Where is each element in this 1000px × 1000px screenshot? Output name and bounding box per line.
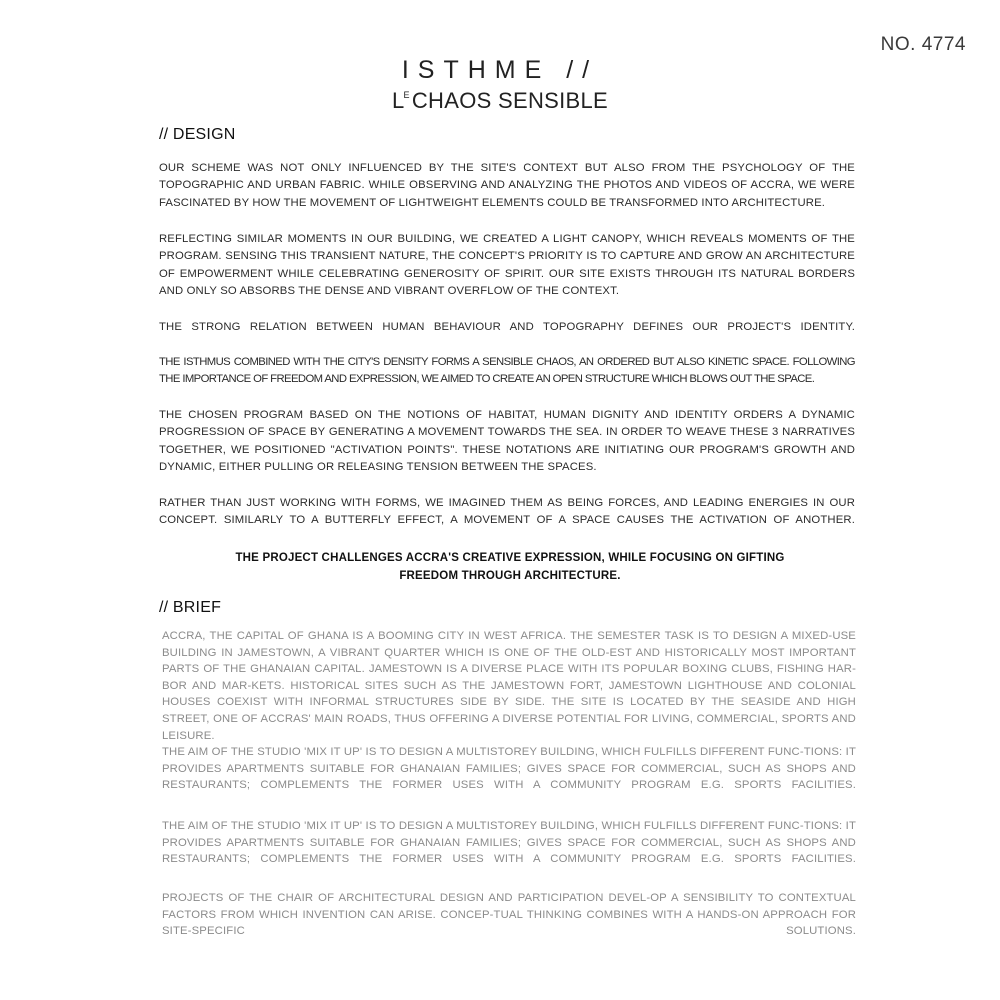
page-title: ISTHME // xyxy=(401,56,599,84)
subtitle-superscript: E xyxy=(403,90,410,100)
brief-paragraph-4: PROJECTS OF THE CHAIR OF ARCHITECTURAL DESIGN AND PARTICIPATION DEVEL-OP A SENSIBILITY TO CONTEXTUAL FACTORS FROM WHICH INVENTION CAN ARISE. CONCEP-TUAL THINKING COMBINES WITH A HANDS-ON APPROACH FOR SITE-SPECIFIC SOLUTIONS. xyxy=(162,892,856,938)
statement-line-2: FREEDOM THROUGH ARCHITECTURE. xyxy=(399,569,621,582)
subtitle-text: CHAOS SENSIBLE xyxy=(411,88,608,113)
design-paragraph-5: THE CHOSEN PROGRAM BASED ON THE NOTIONS OF HABITAT, HUMAN DIGNITY AND IDENTITY ORDERS A DYNAMIC PROGRESSION OF SPACE BY GENERATING A MOVEMENT TOWARDS THE SEA. IN ORDER TO WEAVE THESE 3 NARRATIVES TOGETHER, WE POSITIONED "ACTIVATION POINTS". THESE NOTATIONS ARE INITIATING OUR PROGRAM'S GROWTH AND DYNAMIC, EITHER PULLING OR RELEASING TENSION BETWEEN THE SPACES. xyxy=(159,409,855,474)
brief-paragraph-1: ACCRA, THE CAPITAL OF GHANA IS A BOOMING CITY IN WEST AFRICA. THE SEMESTER TASK IS TO DESIGN A MIXED-USE BUILDING IN JAMESTOWN, A VIBRANT QUARTER WHICH IS ONE OF THE OLD-EST AND HISTORICALLY MOST IMPORTANT PARTS OF THE GHANAIAN CAPITAL. JAMESTOWN IS A DIVERSE PLACE WITH ITS POPULAR BOXING CLUBS, FISHING HAR-BOR AND MAR-KETS. HISTORICAL SITES SUCH AS THE JAMESTOWN FORT, JAMESTOWN LIGHTHOUSE AND COLONIAL HOUSES COEXIST WITH INFORMAL STRUCTURES SIDE BY SIDE. THE SITE IS LOCATED BY THE SEASIDE AND HIGH STREET, ONE OF ACCRAS' MAIN ROADS, THUS OFFERING A DIVERSE POTENTIAL FOR LIVING, COMMERCIAL, SPORTS AND LEISURE. xyxy=(162,630,856,742)
design-paragraph-4: THE ISTHMUS COMBINED WITH THE CITY'S DENSITY FORMS A SENSIBLE CHAOS, AN ORDERED BUT ALSO KINETIC SPACE. FOLLOWING THE IMPORTANCE OF FREEDOM AND EXPRESSION, WE AIMED TO CREATE AN OPEN STRUCTURE WHICH BLOWS OUT THE SPACE. xyxy=(159,356,855,386)
brief-paragraph-3: THE AIM OF THE STUDIO 'MIX IT UP' IS TO DESIGN A MULTISTOREY BUILDING, WHICH FULFILLS DIFFERENT FUNC-TIONS: IT PROVIDES APARTMENTS SUITABLE FOR GHANAIAN FAMILIES; GIVES SPACE FOR COMMERCIAL, SUCH AS SHOPS AND RESTAURANTS; COMPLEMENTS THE FORMER USES WITH A COMMUNITY PROGRAM E.G. SPORTS FACILITIES. xyxy=(162,820,856,866)
project-number: NO. 4774 xyxy=(880,34,966,55)
design-heading: // DESIGN xyxy=(159,126,236,143)
brief-paragraph-2: THE AIM OF THE STUDIO 'MIX IT UP' IS TO DESIGN A MULTISTOREY BUILDING, WHICH FULFILLS DIFFERENT FUNC-TIONS: IT PROVIDES APARTMENTS SUITABLE FOR GHANAIAN FAMILIES; GIVES SPACE FOR COMMERCIAL, SUCH AS SHOPS AND RESTAURANTS; COMPLEMENTS THE FORMER USES WITH A COMMUNITY PROGRAM E.G. SPORTS FACILITIES. xyxy=(162,746,856,792)
design-paragraph-3: THE STRONG RELATION BETWEEN HUMAN BEHAVIOUR AND TOPOGRAPHY DEFINES OUR PROJECT'S IDENTITY. xyxy=(159,321,855,333)
page-subtitle xyxy=(0,88,1000,114)
design-paragraph-1: OUR SCHEME WAS NOT ONLY INFLUENCED BY THE SITE'S CONTEXT BUT ALSO FROM THE PSYCHOLOGY OF THE TOPOGRAPHIC AND URBAN FABRIC. WHILE OBSERVING AND ANALYZING THE PHOTOS AND VIDEOS OF ACCRA, WE WERE FASCINATED BY HOW THE MOVEMENT OF LIGHTWEIGHT ELEMENTS COULD BE TRANSFORMED INTO ARCHITECTURE. xyxy=(159,162,855,209)
design-paragraph-2: REFLECTING SIMILAR MOMENTS IN OUR BUILDING, WE CREATED A LIGHT CANOPY, WHICH REVEALS MOMENTS OF THE PROGRAM. SENSING THIS TRANSIENT NATURE, THE CONCEPT'S PRIORITY IS TO CAPTURE AND GROW AN ARCHITECTURE OF EMPOWERMENT WHILE CELEBRATING GENEROSITY OF SPIRIT. OUR SITE EXISTS THROUGH ITS NATURAL BORDERS AND ONLY SO ABSORBS THE DENSE AND VIBRANT OVERFLOW OF THE CONTEXT. xyxy=(159,233,855,298)
subtitle-letter: L xyxy=(391,88,405,113)
statement-line-1: THE PROJECT CHALLENGES ACCRA'S CREATIVE EXPRESSION, WHILE FOCUSING ON GIFTING xyxy=(235,552,785,564)
design-paragraph-6: RATHER THAN JUST WORKING WITH FORMS, WE IMAGINED THEM AS BEING FORCES, AND LEADING ENERGIES IN OUR CONCEPT. SIMILARLY TO A BUTTERFLY EFFECT, A MOVEMENT OF A SPACE CAUSES THE ACTIVATION OF ANOTHER. xyxy=(159,497,855,527)
brief-heading: // BRIEF xyxy=(159,599,222,616)
project-statement xyxy=(200,550,820,585)
